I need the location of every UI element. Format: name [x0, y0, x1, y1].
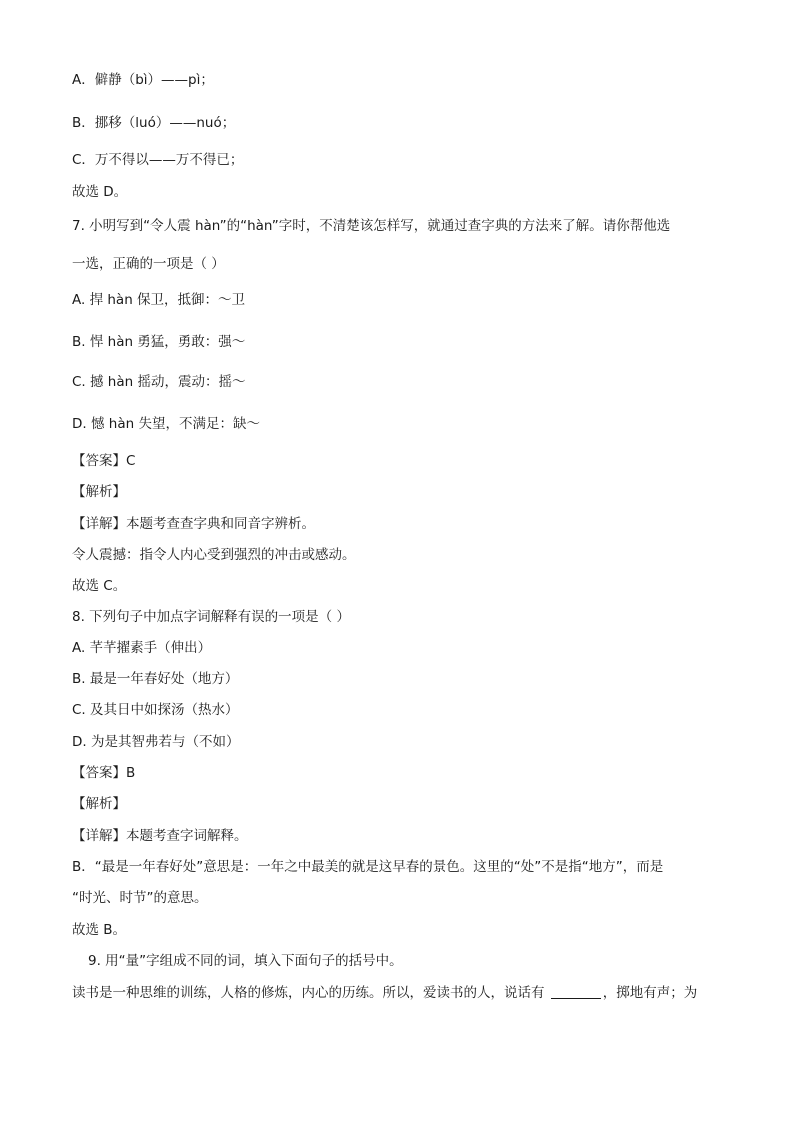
- question-8-analysis-label: 【解析】: [72, 796, 126, 812]
- question-8-option-b: B. 最是一年春好处（地方）: [72, 671, 239, 687]
- question-7-detail: 【详解】本题考查查字典和同音字辨析。: [72, 516, 315, 532]
- question-8-option-d: D. 为是其智弗若与（不如）: [72, 734, 240, 750]
- selection-text: 故选 D。: [72, 184, 128, 200]
- question-8-stem: 8. 下列句子中加点字词解释有误的一项是（ ）: [72, 609, 350, 625]
- answer-option-a: A．僻静（bì）——pì；: [72, 72, 214, 88]
- question-7-stem-cont: 一选，正确的一项是（ ）: [72, 256, 225, 272]
- question-7-selection: 故选 C。: [72, 578, 127, 594]
- question-7-option-d: D. 憾 hàn 失望，不满足：缺～: [72, 416, 260, 432]
- question-7-option-b: B. 悍 hàn 勇猛，勇敢：强～: [72, 334, 246, 350]
- question-7-option-c: C. 撼 hàn 摇动，震动：摇～: [72, 374, 246, 390]
- question-7-answer: 【答案】C: [72, 453, 136, 469]
- question-9-text-part-b: ，掷地有声；为: [602, 985, 698, 1001]
- question-8-answer: 【答案】B: [72, 765, 136, 781]
- question-7-stem: 7. 小明写到“令人震 hàn”的“hàn”字时，不清楚该怎样写，就通过查字典的方法来了解。请你帮他选: [72, 218, 671, 234]
- answer-option-b: B．挪移（luó）——nuó；: [72, 115, 236, 131]
- question-9-text-part-a: 读书是一种思维的训练，人格的修炼，内心的历练。所以，爱读书的人，说话有: [72, 985, 549, 1001]
- question-7-explanation: 令人震撼：指令人内心受到强烈的冲击或感动。: [72, 547, 356, 563]
- answer-option-c: C．万不得以——万不得已；: [72, 152, 244, 168]
- question-9-stem: 9. 用“量”字组成不同的词，填入下面句子的括号中。: [88, 953, 403, 969]
- question-8-option-c: C. 及其日中如探汤（热水）: [72, 702, 239, 718]
- question-7-analysis-label: 【解析】: [72, 484, 126, 500]
- question-8-explanation-2: “时光、时节”的意思。: [72, 890, 208, 906]
- question-8-detail: 【详解】本题考查字词解释。: [72, 828, 248, 844]
- question-9-text: [72, 983, 697, 1003]
- question-7-option-a: A. 捍 hàn 保卫，抵御：～卫: [72, 292, 246, 308]
- question-8-explanation-1: B．“最是一年春好处”意思是：一年之中最美的就是这早春的景色。这里的“处”不是指“地方”，而是: [72, 859, 664, 875]
- question-8-selection: 故选 B。: [72, 922, 127, 938]
- fill-in-blank[interactable]: [551, 998, 601, 999]
- question-8-option-a: A. 芊芊擢素手（伸出）: [72, 640, 212, 656]
